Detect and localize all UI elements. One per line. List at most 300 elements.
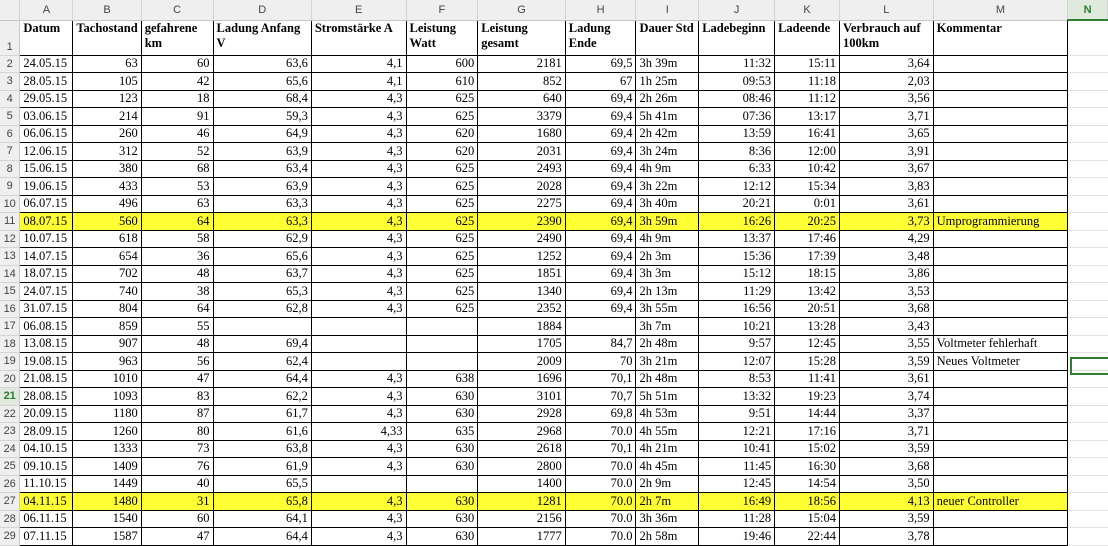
cell[interactable]	[933, 318, 1068, 336]
cell[interactable]: 2h 3m	[636, 248, 699, 266]
cell[interactable]	[933, 528, 1068, 546]
cell[interactable]: 2800	[478, 458, 566, 476]
cell[interactable]: 28.05.15	[20, 73, 73, 91]
column-title-cell[interactable]: Dauer Std	[636, 20, 699, 55]
cell[interactable]: 3,78	[840, 528, 934, 546]
cell[interactable]: 11:41	[775, 370, 840, 388]
cell[interactable]: 3h 22m	[636, 178, 699, 196]
cell[interactable]: 16:26	[699, 213, 775, 231]
cell[interactable]: 625	[406, 248, 478, 266]
row-header[interactable]: 26	[0, 475, 20, 493]
cell[interactable]: 91	[141, 108, 213, 126]
cell[interactable]: 4h 9m	[636, 230, 699, 248]
cell[interactable]: 625	[406, 230, 478, 248]
cell[interactable]: 4,1	[311, 73, 406, 91]
cell[interactable]: 3,91	[840, 143, 934, 161]
cell[interactable]: 312	[73, 143, 141, 161]
cell[interactable]	[933, 195, 1068, 213]
cell[interactable]: 16:41	[775, 125, 840, 143]
cell[interactable]: 600	[406, 55, 478, 73]
cell[interactable]: 852	[478, 73, 566, 91]
cell[interactable]: 69,4	[565, 125, 636, 143]
cell[interactable]: 69,8	[565, 405, 636, 423]
row-header[interactable]: 9	[0, 178, 20, 196]
cell[interactable]: 1851	[478, 265, 566, 283]
cell[interactable]	[1068, 90, 1108, 108]
cell[interactable]: 4h 55m	[636, 423, 699, 441]
cell[interactable]	[406, 353, 478, 371]
cell[interactable]: 2h 48m	[636, 335, 699, 353]
cell[interactable]: 06.08.15	[20, 318, 73, 336]
cell[interactable]	[1068, 475, 1108, 493]
cell[interactable]: 11:12	[775, 90, 840, 108]
cell[interactable]	[933, 230, 1068, 248]
row-header[interactable]: 25	[0, 458, 20, 476]
cell[interactable]: 2968	[478, 423, 566, 441]
cell[interactable]: 4h 45m	[636, 458, 699, 476]
cell[interactable]: 64	[141, 213, 213, 231]
cell[interactable]	[1068, 160, 1108, 178]
cell[interactable]: 1409	[73, 458, 141, 476]
cell[interactable]: 3h 3m	[636, 265, 699, 283]
cell[interactable]	[933, 248, 1068, 266]
column-header-e[interactable]: E	[311, 0, 406, 20]
cell[interactable]	[1068, 73, 1108, 91]
cell[interactable]: 63,3	[213, 213, 311, 231]
cell[interactable]: 63,6	[213, 55, 311, 73]
cell[interactable]: 47	[141, 370, 213, 388]
cell[interactable]: 12:45	[775, 335, 840, 353]
cell[interactable]: 4,29	[840, 230, 934, 248]
cell[interactable]: 64,4	[213, 370, 311, 388]
cell[interactable]	[1068, 423, 1108, 441]
cell[interactable]: 10.07.15	[20, 230, 73, 248]
cell[interactable]: 16:56	[699, 300, 775, 318]
cell[interactable]: 12:45	[699, 475, 775, 493]
cell[interactable]: 84,7	[565, 335, 636, 353]
cell[interactable]	[406, 318, 478, 336]
cell[interactable]: 620	[406, 143, 478, 161]
cell[interactable]	[933, 178, 1068, 196]
cell[interactable]: 69,4	[565, 265, 636, 283]
cell[interactable]: 625	[406, 265, 478, 283]
cell[interactable]: 1180	[73, 405, 141, 423]
cell[interactable]	[1068, 230, 1108, 248]
cell[interactable]: 4h 21m	[636, 440, 699, 458]
cell[interactable]	[1068, 458, 1108, 476]
cell[interactable]	[933, 73, 1068, 91]
cell[interactable]: 3,61	[840, 195, 934, 213]
cell[interactable]: 740	[73, 283, 141, 301]
cell[interactable]: 48	[141, 335, 213, 353]
cell[interactable]: 69,4	[565, 195, 636, 213]
column-title-cell[interactable]	[1068, 20, 1108, 55]
row-header[interactable]: 13	[0, 248, 20, 266]
cell[interactable]: 4,3	[311, 510, 406, 528]
cell[interactable]: 63,9	[213, 143, 311, 161]
cell[interactable]: 2h 48m	[636, 370, 699, 388]
cell[interactable]	[933, 370, 1068, 388]
cell[interactable]: 630	[406, 528, 478, 546]
cell[interactable]: 64,1	[213, 510, 311, 528]
cell[interactable]: 22:44	[775, 528, 840, 546]
cell[interactable]: 4,3	[311, 90, 406, 108]
cell[interactable]: 31	[141, 493, 213, 511]
cell[interactable]: 13.08.15	[20, 335, 73, 353]
cell[interactable]: 52	[141, 143, 213, 161]
cell[interactable]: 13:28	[775, 318, 840, 336]
cell[interactable]: 15:02	[775, 440, 840, 458]
cell[interactable]	[406, 475, 478, 493]
cell[interactable]: 3379	[478, 108, 566, 126]
cell[interactable]: 630	[406, 493, 478, 511]
cell[interactable]: 09.10.15	[20, 458, 73, 476]
cell[interactable]: 20:25	[775, 213, 840, 231]
cell[interactable]: 260	[73, 125, 141, 143]
cell[interactable]: 625	[406, 160, 478, 178]
cell[interactable]: 13:42	[775, 283, 840, 301]
cell[interactable]: 3,74	[840, 388, 934, 406]
cell[interactable]	[933, 283, 1068, 301]
cell[interactable]: 630	[406, 405, 478, 423]
cell[interactable]: 36	[141, 248, 213, 266]
cell[interactable]: 2028	[478, 178, 566, 196]
cell[interactable]: 2181	[478, 55, 566, 73]
column-header-h[interactable]: H	[565, 0, 636, 20]
cell[interactable]: 70,7	[565, 388, 636, 406]
cell[interactable]: 4,3	[311, 388, 406, 406]
cell[interactable]: 47	[141, 528, 213, 546]
select-all-corner[interactable]	[0, 0, 20, 20]
cell[interactable]: 63,3	[213, 195, 311, 213]
cell[interactable]: 18:15	[775, 265, 840, 283]
cell[interactable]: 62,2	[213, 388, 311, 406]
column-header-i[interactable]: I	[636, 0, 699, 20]
cell[interactable]: 38	[141, 283, 213, 301]
cell[interactable]: 13:59	[699, 125, 775, 143]
cell[interactable]: 1010	[73, 370, 141, 388]
cell[interactable]: 17:39	[775, 248, 840, 266]
cell[interactable]: 1400	[478, 475, 566, 493]
cell[interactable]: 4,3	[311, 213, 406, 231]
cell[interactable]: 69,4	[213, 335, 311, 353]
cell[interactable]: 625	[406, 213, 478, 231]
cell[interactable]: 53	[141, 178, 213, 196]
cell[interactable]: 1093	[73, 388, 141, 406]
cell[interactable]: 3,50	[840, 475, 934, 493]
row-header[interactable]: 29	[0, 528, 20, 546]
cell[interactable]	[406, 335, 478, 353]
cell[interactable]: 13:17	[775, 108, 840, 126]
cell[interactable]: 4,3	[311, 370, 406, 388]
cell[interactable]: 17:46	[775, 230, 840, 248]
cell[interactable]: 17:16	[775, 423, 840, 441]
cell[interactable]: 61,6	[213, 423, 311, 441]
cell[interactable]: 2h 58m	[636, 528, 699, 546]
cell[interactable]: 1587	[73, 528, 141, 546]
cell[interactable]: 560	[73, 213, 141, 231]
cell[interactable]	[1068, 388, 1108, 406]
cell[interactable]: 40	[141, 475, 213, 493]
cell[interactable]	[1068, 213, 1108, 231]
cell[interactable]: 08:46	[699, 90, 775, 108]
cell[interactable]	[933, 423, 1068, 441]
cell[interactable]: 83	[141, 388, 213, 406]
cell[interactable]	[311, 335, 406, 353]
cell[interactable]: 29.05.15	[20, 90, 73, 108]
cell[interactable]	[1068, 353, 1108, 371]
column-title-cell[interactable]: Kommentar	[933, 20, 1068, 55]
cell[interactable]: 8:53	[699, 370, 775, 388]
cell[interactable]: 0:01	[775, 195, 840, 213]
cell[interactable]: 3,68	[840, 458, 934, 476]
cell[interactable]: 3,59	[840, 440, 934, 458]
cell[interactable]	[933, 300, 1068, 318]
cell[interactable]: 19:23	[775, 388, 840, 406]
column-title-cell[interactable]: Ladung Ende	[565, 20, 636, 55]
cell[interactable]: 1705	[478, 335, 566, 353]
cell[interactable]	[1068, 125, 1108, 143]
cell[interactable]: 2009	[478, 353, 566, 371]
cell[interactable]: 76	[141, 458, 213, 476]
cell[interactable]: 3,65	[840, 125, 934, 143]
cell[interactable]: 625	[406, 108, 478, 126]
column-header-m[interactable]: M	[933, 0, 1068, 20]
column-title-cell[interactable]: Ladeende	[775, 20, 840, 55]
cell[interactable]	[311, 318, 406, 336]
cell[interactable]	[933, 90, 1068, 108]
cell[interactable]: 702	[73, 265, 141, 283]
cell[interactable]: 2h 26m	[636, 90, 699, 108]
cell[interactable]: 630	[406, 440, 478, 458]
cell[interactable]: 3h 39m	[636, 55, 699, 73]
cell[interactable]: 07:36	[699, 108, 775, 126]
cell[interactable]: 70,1	[565, 370, 636, 388]
cell[interactable]: 62,8	[213, 300, 311, 318]
cell[interactable]: 63,9	[213, 178, 311, 196]
cell[interactable]: 18	[141, 90, 213, 108]
column-header-d[interactable]: D	[213, 0, 311, 20]
cell[interactable]: 1540	[73, 510, 141, 528]
cell[interactable]: 11.10.15	[20, 475, 73, 493]
cell[interactable]: 3h 55m	[636, 300, 699, 318]
cell[interactable]: 1680	[478, 125, 566, 143]
row-header[interactable]: 6	[0, 125, 20, 143]
cell[interactable]: 64,9	[213, 125, 311, 143]
cell[interactable]: 625	[406, 300, 478, 318]
cell[interactable]: 2h 42m	[636, 125, 699, 143]
cell[interactable]	[565, 318, 636, 336]
cell[interactable]: 12.06.15	[20, 143, 73, 161]
cell[interactable]: 09:53	[699, 73, 775, 91]
row-header[interactable]: 28	[0, 510, 20, 528]
cell[interactable]: 12:07	[699, 353, 775, 371]
cell[interactable]: 654	[73, 248, 141, 266]
cell[interactable]: 11:45	[699, 458, 775, 476]
cell[interactable]: 06.06.15	[20, 125, 73, 143]
cell[interactable]: 15:04	[775, 510, 840, 528]
cell[interactable]	[1068, 318, 1108, 336]
cell[interactable]: 4,3	[311, 230, 406, 248]
cell[interactable]: 625	[406, 283, 478, 301]
cell[interactable]: 640	[478, 90, 566, 108]
cell[interactable]: 1h 25m	[636, 73, 699, 91]
cell[interactable]: 2618	[478, 440, 566, 458]
cell[interactable]	[311, 353, 406, 371]
cell[interactable]: 64,4	[213, 528, 311, 546]
cell[interactable]: 3,68	[840, 300, 934, 318]
cell[interactable]: 13:32	[699, 388, 775, 406]
column-header-c[interactable]: C	[141, 0, 213, 20]
row-header[interactable]: 10	[0, 195, 20, 213]
cell[interactable]: 1884	[478, 318, 566, 336]
row-header[interactable]: 14	[0, 265, 20, 283]
cell[interactable]: 15:34	[775, 178, 840, 196]
row-header[interactable]: 7	[0, 143, 20, 161]
cell[interactable]	[213, 318, 311, 336]
cell[interactable]	[933, 125, 1068, 143]
cell[interactable]: 15:28	[775, 353, 840, 371]
row-header[interactable]: 12	[0, 230, 20, 248]
cell[interactable]: 69,4	[565, 283, 636, 301]
cell[interactable]: 4,3	[311, 265, 406, 283]
cell[interactable]: 70	[565, 353, 636, 371]
cell[interactable]	[1068, 248, 1108, 266]
cell[interactable]: 15:11	[775, 55, 840, 73]
cell[interactable]: 3,86	[840, 265, 934, 283]
cell[interactable]: 3,67	[840, 160, 934, 178]
cell[interactable]: 70.0	[565, 458, 636, 476]
row-header[interactable]: 2	[0, 55, 20, 73]
cell[interactable]	[933, 458, 1068, 476]
cell[interactable]	[933, 265, 1068, 283]
column-title-cell[interactable]: Datum	[20, 20, 73, 55]
cell[interactable]: 73	[141, 440, 213, 458]
cell[interactable]: 630	[406, 388, 478, 406]
cell[interactable]: 65,3	[213, 283, 311, 301]
cell[interactable]: 3h 40m	[636, 195, 699, 213]
column-header-l[interactable]: L	[840, 0, 934, 20]
cell[interactable]: 3,37	[840, 405, 934, 423]
cell[interactable]: 69,5	[565, 55, 636, 73]
cell[interactable]: 105	[73, 73, 141, 91]
cell[interactable]: 24.05.15	[20, 55, 73, 73]
cell[interactable]: 2156	[478, 510, 566, 528]
cell[interactable]: 3,61	[840, 370, 934, 388]
cell[interactable]: 2275	[478, 195, 566, 213]
row-header[interactable]: 4	[0, 90, 20, 108]
cell[interactable]: Umprogrammierung	[933, 213, 1068, 231]
cell[interactable]: 15:12	[699, 265, 775, 283]
cell[interactable]: 69,4	[565, 108, 636, 126]
cell[interactable]: 3,64	[840, 55, 934, 73]
cell[interactable]: 5h 41m	[636, 108, 699, 126]
cell[interactable]: 1449	[73, 475, 141, 493]
cell[interactable]: 65,6	[213, 248, 311, 266]
cell[interactable]: 1252	[478, 248, 566, 266]
cell[interactable]: 42	[141, 73, 213, 91]
cell[interactable]: 20:21	[699, 195, 775, 213]
cell[interactable]: 55	[141, 318, 213, 336]
cell[interactable]: 63,4	[213, 160, 311, 178]
cell[interactable]: 9:51	[699, 405, 775, 423]
cell[interactable]: 11:29	[699, 283, 775, 301]
cell[interactable]: 3,53	[840, 283, 934, 301]
cell[interactable]: 1340	[478, 283, 566, 301]
cell[interactable]: 3,59	[840, 353, 934, 371]
cell[interactable]: 70.0	[565, 475, 636, 493]
cell[interactable]	[933, 143, 1068, 161]
cell[interactable]: 380	[73, 160, 141, 178]
cell[interactable]: 59,3	[213, 108, 311, 126]
column-title-cell[interactable]: Ladebeginn	[699, 20, 775, 55]
cell[interactable]: 58	[141, 230, 213, 248]
column-header-j[interactable]: J	[699, 0, 775, 20]
cell[interactable]: 11:32	[699, 55, 775, 73]
cell[interactable]	[1068, 405, 1108, 423]
cell[interactable]: 11:18	[775, 73, 840, 91]
cell[interactable]: 4h 9m	[636, 160, 699, 178]
cell[interactable]	[1068, 300, 1108, 318]
cell[interactable]: 4,3	[311, 178, 406, 196]
cell[interactable]	[933, 160, 1068, 178]
cell[interactable]: 4,3	[311, 108, 406, 126]
cell[interactable]: 70.0	[565, 493, 636, 511]
cell[interactable]: 60	[141, 510, 213, 528]
cell[interactable]: 16:30	[775, 458, 840, 476]
cell[interactable]	[933, 440, 1068, 458]
row-header[interactable]: 15	[0, 283, 20, 301]
cell[interactable]: 2390	[478, 213, 566, 231]
cell[interactable]: 14.07.15	[20, 248, 73, 266]
cell[interactable]: neuer Controller	[933, 493, 1068, 511]
cell[interactable]: 03.06.15	[20, 108, 73, 126]
cell[interactable]	[311, 475, 406, 493]
cell[interactable]	[1068, 108, 1108, 126]
cell[interactable]: 2,03	[840, 73, 934, 91]
cell[interactable]: 2352	[478, 300, 566, 318]
row-header[interactable]: 23	[0, 423, 20, 441]
column-header-a[interactable]: A	[20, 0, 73, 20]
cell[interactable]: 3,48	[840, 248, 934, 266]
cell[interactable]: 80	[141, 423, 213, 441]
cell[interactable]: 67	[565, 73, 636, 91]
cell[interactable]: 18.07.15	[20, 265, 73, 283]
cell[interactable]: 70.0	[565, 528, 636, 546]
cell[interactable]: Voltmeter fehlerhaft	[933, 335, 1068, 353]
cell[interactable]: 4,1	[311, 55, 406, 73]
column-header-b[interactable]: B	[73, 0, 141, 20]
cell[interactable]: 5h 51m	[636, 388, 699, 406]
cell[interactable]: 1333	[73, 440, 141, 458]
cell[interactable]: 8:36	[699, 143, 775, 161]
cell[interactable]: 3,55	[840, 335, 934, 353]
cell[interactable]: 4,3	[311, 143, 406, 161]
cell[interactable]: 3h 7m	[636, 318, 699, 336]
row-header[interactable]: 5	[0, 108, 20, 126]
cell[interactable]: 20.09.15	[20, 405, 73, 423]
cell[interactable]: 630	[406, 458, 478, 476]
cell[interactable]: 1260	[73, 423, 141, 441]
row-header[interactable]: 19	[0, 353, 20, 371]
cell[interactable]: 3,43	[840, 318, 934, 336]
cell[interactable]: 61,9	[213, 458, 311, 476]
cell[interactable]	[933, 405, 1068, 423]
row-header[interactable]: 17	[0, 318, 20, 336]
row-header[interactable]: 8	[0, 160, 20, 178]
column-title-cell[interactable]: Leistung gesamt	[478, 20, 566, 55]
cell[interactable]	[933, 475, 1068, 493]
